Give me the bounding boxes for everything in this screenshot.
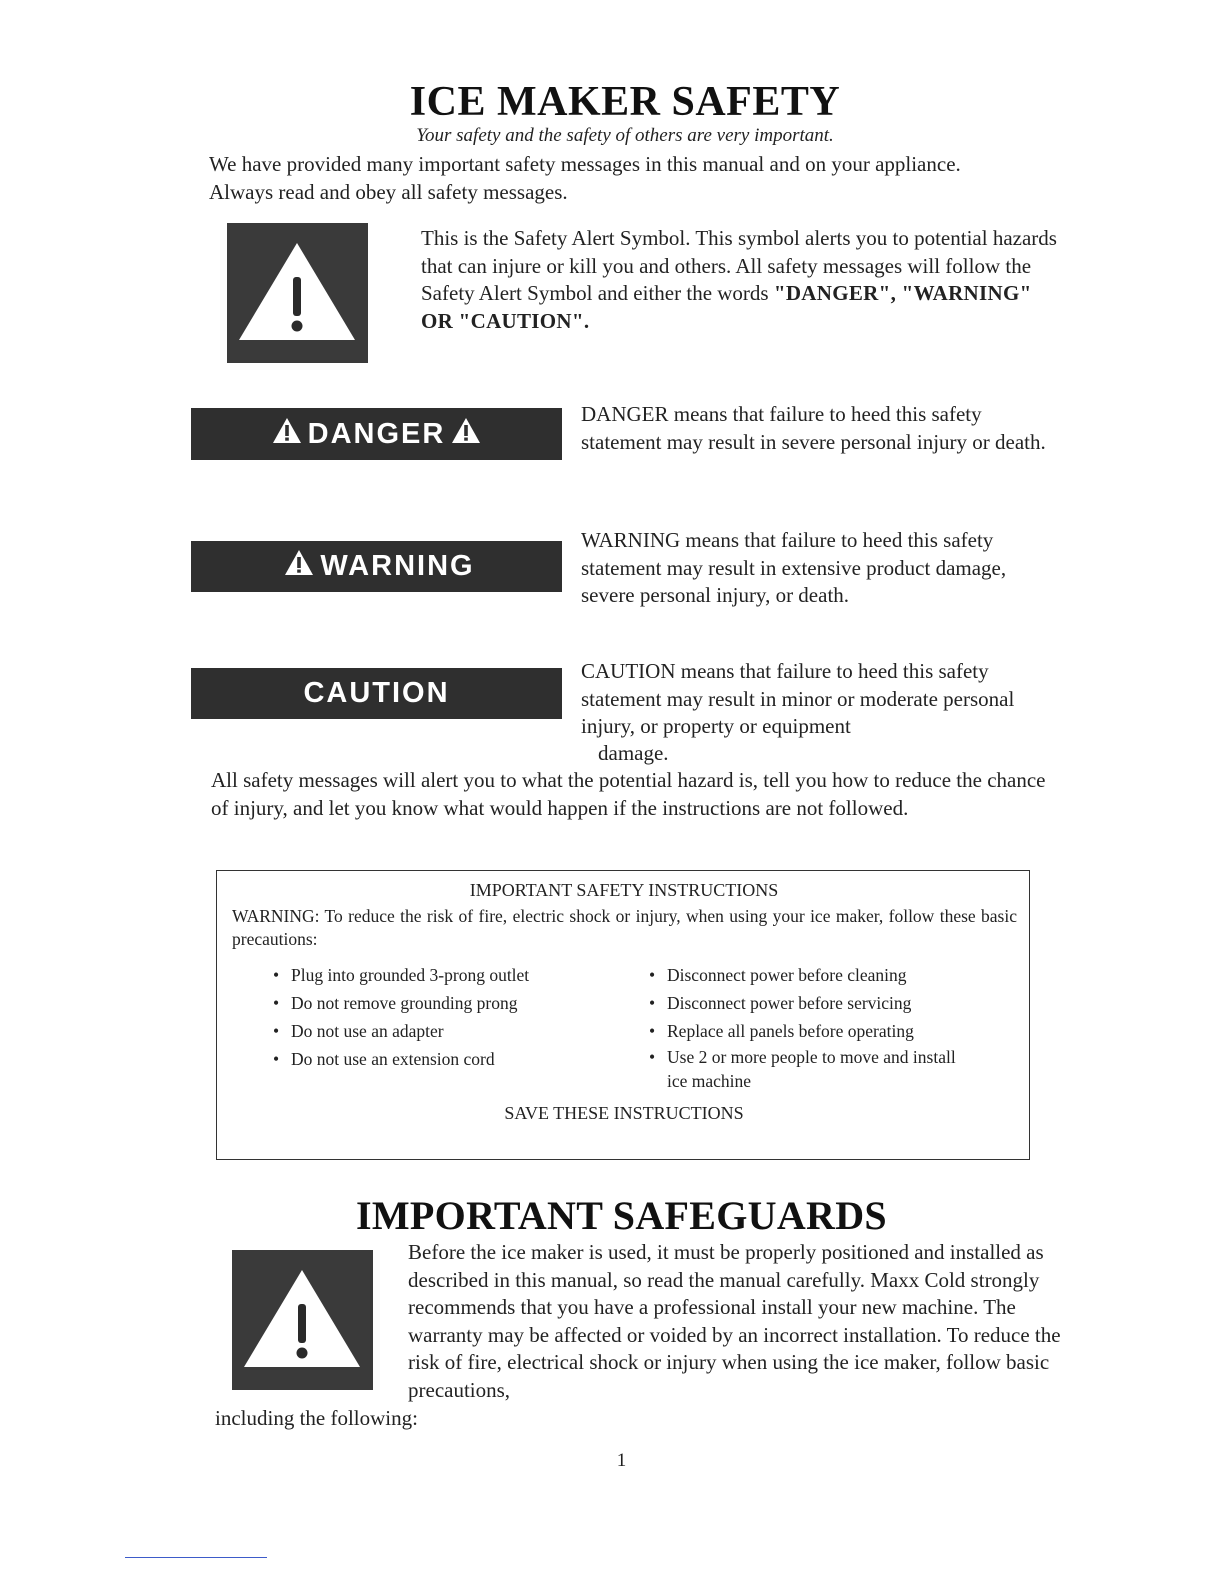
warning-triangle-icon: [451, 417, 481, 452]
danger-label: DANGER: [307, 417, 446, 450]
caution-description-tail: damage.: [598, 741, 669, 765]
list-item: • Do not use an extension cord: [273, 1045, 529, 1073]
warning-triangle-icon: [272, 417, 302, 452]
warning-triangle-icon: [227, 223, 368, 363]
signal-words-list: "DANGER", "WARNING" OR "CAUTION".: [421, 281, 1032, 333]
instructions-warning: WARNING: To reduce the risk of fire, electric shock or injury, when using your ice maker, follow these basic precautions:: [232, 906, 1017, 949]
danger-banner: [191, 408, 562, 460]
footer-rule: [125, 1557, 267, 1558]
safeguards-paragraph: Before the ice maker is used, it must be properly positioned and installed as described in this manual, so read the manual carefully. Maxx Cold strongly recommends that you have a professional install your new machine. The warranty may be affected or voided by an incorrect installation. To reduce the risk of fire, electrical shock or injury when using the ice maker, follow basic precautions,: [408, 1240, 1061, 1402]
safety-instructions-box: [216, 870, 1030, 1160]
precautions-list-left: [273, 961, 529, 1073]
instructions-heading: IMPORTANT SAFETY INSTRUCTIONS: [469, 880, 779, 900]
warning-triangle-icon: [232, 1250, 373, 1390]
closing-paragraph: All safety messages will alert you to what the potential hazard is, tell you how to reduce the chance of injury, and let you know what would happen if the instructions are not followed.: [211, 768, 1046, 820]
page-subtitle: Your safety and the safety of others are very important.: [416, 125, 834, 146]
list-item: • Do not remove grounding prong: [273, 989, 529, 1017]
safeguards-title: IMPORTANT SAFEGUARDS: [356, 1193, 887, 1238]
page-number: 1: [616, 1450, 627, 1471]
list-item: • Replace all panels before operating: [649, 1017, 979, 1045]
list-item: • Disconnect power before cleaning: [649, 961, 979, 989]
precautions-list-right: [649, 961, 979, 1093]
caution-description: CAUTION means that failure to heed this safety statement may result in minor or moderate personal injury, or property or equipment: [581, 659, 1015, 738]
warning-description: WARNING means that failure to heed this safety statement may result in extensive product damage, severe personal injury, or death.: [581, 528, 1007, 607]
intro-paragraph: We have provided many important safety messages in this manual and on your appliance. Always read and obey all safety messages.: [209, 152, 961, 204]
list-item: • Use 2 or more people to move and install ice machine: [649, 1045, 967, 1093]
caution-banner: [191, 668, 562, 719]
safeguards-paragraph-tail: including the following:: [215, 1406, 418, 1430]
save-instructions: SAVE THESE INSTRUCTIONS: [504, 1103, 744, 1123]
safety-symbol-description: [421, 225, 1061, 335]
page-title: ICE MAKER SAFETY: [409, 79, 841, 125]
warning-label: WARNING: [320, 550, 475, 582]
warning-banner: [191, 541, 562, 592]
danger-description: DANGER means that failure to heed this safety statement may result in severe personal injury or death.: [581, 402, 1046, 454]
caution-label: CAUTION: [303, 677, 450, 709]
list-item: • Do not use an adapter: [273, 1017, 529, 1045]
list-item: • Disconnect power before servicing: [649, 989, 979, 1017]
warning-triangle-icon: [284, 549, 314, 584]
list-item: • Plug into grounded 3-prong outlet: [273, 961, 529, 989]
safety-symbol-text: This is the Safety Alert Symbol. This symbol alerts you to potential hazards that can injure or kill you and others. All safety messages will follow the Safety Alert Symbol and either the words: [421, 226, 1057, 305]
